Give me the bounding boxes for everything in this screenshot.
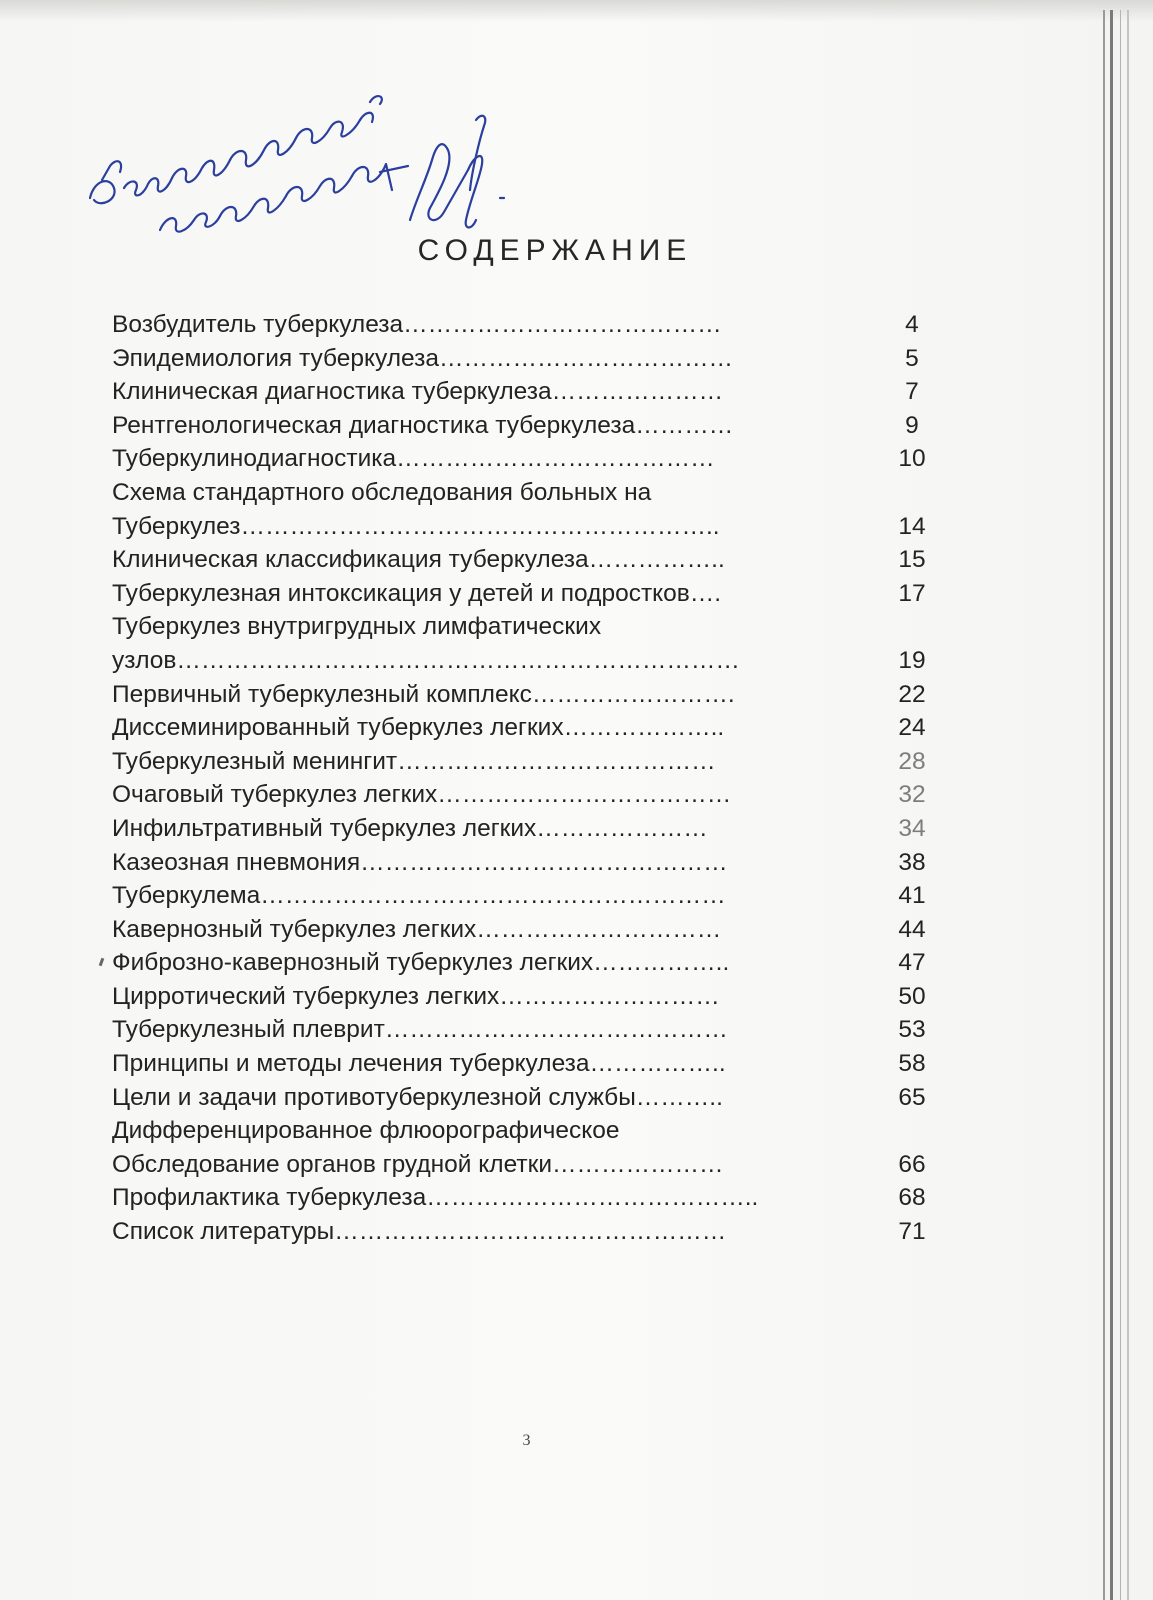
toc-row bbox=[112, 812, 952, 846]
toc-row bbox=[112, 644, 952, 678]
handwriting-line-2 bbox=[212, 80, 339, 99]
toc-row bbox=[112, 1013, 952, 1047]
footer-page-number: 3 bbox=[522, 1432, 531, 1449]
toc-row bbox=[112, 1148, 952, 1182]
toc-row bbox=[112, 980, 952, 1014]
toc-row bbox=[112, 610, 952, 644]
toc-entry-label: Туберкулезная интоксикация у детей и подростков…. bbox=[112, 579, 722, 607]
toc-row bbox=[112, 442, 952, 476]
toc-entry-label: Очаговый туберкулез легких……………………………… bbox=[112, 781, 732, 809]
toc-entry-label: узлов…………………………………………………………… bbox=[112, 646, 740, 674]
toc-entry-label: Рентгенологическая диагностика туберкулеза………… bbox=[112, 411, 734, 439]
scan-top-shadow bbox=[0, 0, 1153, 22]
toc-entry-label: Эпидемиология туберкулеза……………………………… bbox=[112, 344, 733, 372]
toc-entry-label: Диссеминированный туберкулез легких……………….. bbox=[112, 714, 725, 742]
toc-entry-label: Цели и задачи противотуберкулезной службы……….. bbox=[112, 1083, 723, 1111]
toc-entry-page: 15 bbox=[898, 546, 926, 574]
toc-row bbox=[112, 778, 952, 812]
toc-entry-page: 38 bbox=[898, 848, 926, 876]
toc-entry-page: 24 bbox=[898, 714, 926, 742]
toc-entry-label: Туберкулезный плеврит…………………………………… bbox=[112, 1016, 728, 1044]
toc-row bbox=[112, 1114, 952, 1148]
toc-entry-label: Инфильтративный туберкулез легких………………… bbox=[112, 814, 708, 842]
toc-entry-page: 41 bbox=[898, 882, 926, 910]
toc-entry-page: 50 bbox=[898, 982, 926, 1010]
toc-entry-label: Туберкулез………………………………………………….. bbox=[112, 512, 720, 540]
toc-row bbox=[112, 745, 952, 779]
page-title: СОДЕРЖАНИЕ bbox=[417, 234, 693, 267]
toc-row bbox=[112, 913, 952, 947]
toc-entry-page: 19 bbox=[898, 646, 926, 674]
scan-right-edge bbox=[1093, 0, 1153, 1600]
toc-entry-label: Клиническая классификация туберкулеза…………….. bbox=[112, 546, 725, 574]
toc-entry-page: 44 bbox=[898, 915, 926, 943]
toc-entry-page: 4 bbox=[905, 311, 919, 338]
toc-row bbox=[112, 543, 952, 577]
toc-entry-page: 71 bbox=[898, 1218, 926, 1246]
toc-row bbox=[112, 711, 952, 745]
toc-entry-label: Принципы и методы лечения туберкулеза…………….. bbox=[112, 1050, 726, 1078]
toc-entry-label: Туберкулема………………………………………………… bbox=[112, 882, 726, 910]
toc-entry-label: Список литературы………………………………………… bbox=[112, 1218, 727, 1246]
toc-entry-page: 53 bbox=[898, 1016, 926, 1044]
toc-row bbox=[112, 375, 952, 409]
toc-entry-page: 28 bbox=[898, 747, 926, 775]
toc-entry-page: 68 bbox=[898, 1184, 926, 1212]
toc-entry-label: Кавернозный туберкулез легких………………………… bbox=[112, 915, 722, 943]
toc-entry-page: 66 bbox=[898, 1150, 926, 1178]
toc-entry-page: 22 bbox=[898, 680, 926, 708]
toc-entry-label: Дифференцированное флюорографическое bbox=[112, 1117, 620, 1145]
toc-row bbox=[112, 476, 952, 510]
toc-entry-label: Профилактика туберкулеза………………………………….. bbox=[112, 1184, 759, 1212]
toc-entry-page: 10 bbox=[898, 445, 926, 473]
toc-entry-page: 9 bbox=[905, 411, 919, 439]
toc-row bbox=[112, 1081, 952, 1115]
toc-entry-page: 7 bbox=[905, 378, 919, 406]
toc-entry-page: 47 bbox=[898, 949, 926, 977]
handwritten-signature bbox=[80, 80, 520, 250]
toc-row bbox=[112, 846, 952, 880]
toc-entry-label: Туберкулинодиагностика………………………………… bbox=[112, 445, 715, 473]
toc-row bbox=[112, 577, 952, 611]
toc-row bbox=[112, 946, 952, 980]
toc-entry-label: Схема стандартного обследования больных на bbox=[112, 478, 652, 506]
toc-entry-label: Казеозная пневмония……………………………………… bbox=[112, 848, 728, 876]
toc-entry-label: Обследование органов грудной клетки………………… bbox=[112, 1150, 724, 1178]
toc-row bbox=[112, 1181, 952, 1215]
toc-row bbox=[112, 409, 952, 443]
toc-entry-page: 65 bbox=[898, 1083, 926, 1111]
handwriting-line-1 bbox=[80, 80, 207, 99]
toc-row bbox=[112, 510, 952, 544]
toc-entry-label: Цирротический туберкулез легких……………………… bbox=[112, 982, 720, 1010]
toc-row bbox=[112, 342, 952, 376]
toc-entry-page: 14 bbox=[898, 512, 926, 540]
stray-pen-mark bbox=[99, 958, 105, 967]
toc-entry-label: Клиническая диагностика туберкулеза………………… bbox=[112, 378, 724, 406]
toc-entry-label: Первичный туберкулезный комплекс……………………. bbox=[112, 680, 735, 708]
toc-entry-page: 32 bbox=[898, 781, 926, 809]
toc-row bbox=[112, 1215, 952, 1249]
toc-entry-page: 17 bbox=[898, 579, 926, 607]
toc-row bbox=[112, 1047, 952, 1081]
toc-entry-label: Возбудитель туберкулеза………………………………… bbox=[112, 311, 722, 338]
toc-entry-label: Туберкулезный менингит………………………………… bbox=[112, 747, 716, 775]
toc-entry-page: 34 bbox=[898, 814, 926, 842]
table-of-contents bbox=[112, 308, 952, 1249]
toc-entry-label: Фиброзно-кавернозный туберкулез легких…………….. bbox=[112, 949, 730, 977]
toc-entry-page: 58 bbox=[898, 1050, 926, 1078]
toc-entry-label: Туберкулез внутригрудных лимфатических bbox=[112, 613, 602, 641]
toc-row bbox=[112, 678, 952, 712]
toc-entry-page: 5 bbox=[905, 344, 919, 372]
toc-row bbox=[112, 308, 952, 342]
toc-row bbox=[112, 879, 952, 913]
